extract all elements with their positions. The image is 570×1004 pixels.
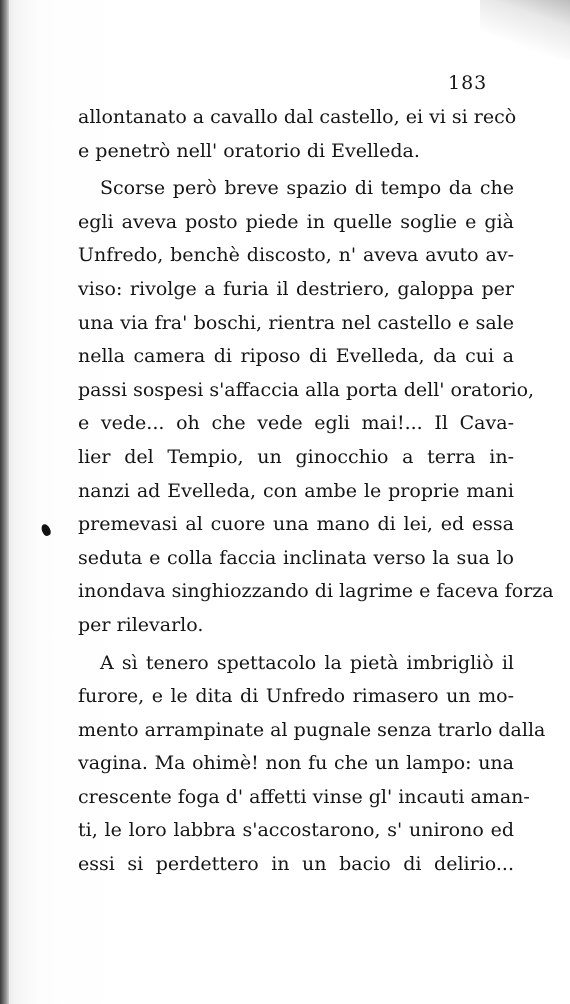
text-line: Scorse però breve spazio di tempo da che bbox=[100, 177, 514, 200]
text-line: furore, e le dita di Unfredo rimasero un mo- bbox=[78, 685, 514, 708]
text-line: una via fra' boschi, rientra nel castello e sale bbox=[78, 311, 514, 334]
text-line: egli aveva posto piede in quelle soglie e già bbox=[78, 210, 514, 233]
page-binding-shadow bbox=[0, 0, 9, 1004]
page-corner-shading bbox=[480, 0, 570, 60]
text-line: e penetrò nell' oratorio di Evelleda. bbox=[78, 139, 420, 162]
text-line: seduta e colla faccia inclinata verso la sua lo bbox=[78, 546, 514, 569]
page-number: 183 bbox=[448, 72, 488, 94]
text-line: passi sospesi s'affaccia alla porta dell' oratorio, bbox=[78, 378, 535, 401]
text-line: A sì tenero spettacolo la pietà imbrigliò il bbox=[100, 651, 514, 674]
text-line: nanzi ad Evelleda, con ambe le proprie mani bbox=[78, 479, 514, 502]
text-line: viso: rivolge a furia il destriero, galoppa per bbox=[78, 277, 514, 300]
text-line: premevasi al cuore una mano di lei, ed essa bbox=[78, 513, 514, 536]
ink-blot bbox=[40, 523, 52, 537]
text-line: nella camera di riposo di Evelleda, da cui a bbox=[78, 345, 514, 368]
text-line: e vede... oh che vede egli mai!... Il Cava- bbox=[78, 412, 514, 435]
text-line: essi si perdettero in un bacio di delirio... bbox=[78, 853, 514, 876]
text-line: vagina. Ma ohimè! non fu che un lampo: una bbox=[78, 752, 514, 775]
text-line: mento arrampinate al pugnale senza trarlo dalla bbox=[78, 718, 546, 741]
text-line: crescente foga d' affetti vinse gl' incauti aman- bbox=[78, 785, 530, 808]
body-text bbox=[78, 101, 554, 882]
text-line: per rilevarlo. bbox=[78, 613, 204, 636]
text-line: Unfredo, benchè discosto, n' aveva avuto av- bbox=[78, 244, 514, 267]
text-line: ti, le loro labbra s'accostarono, s' unirono ed bbox=[78, 819, 514, 842]
text-line: allontanato a cavallo dal castello, ei vi si recò bbox=[78, 106, 517, 128]
text-line: lier del Tempio, un ginocchio a terra in- bbox=[78, 445, 514, 468]
text-line: inondava singhiozzando di lagrime e faceva forza bbox=[78, 580, 554, 603]
